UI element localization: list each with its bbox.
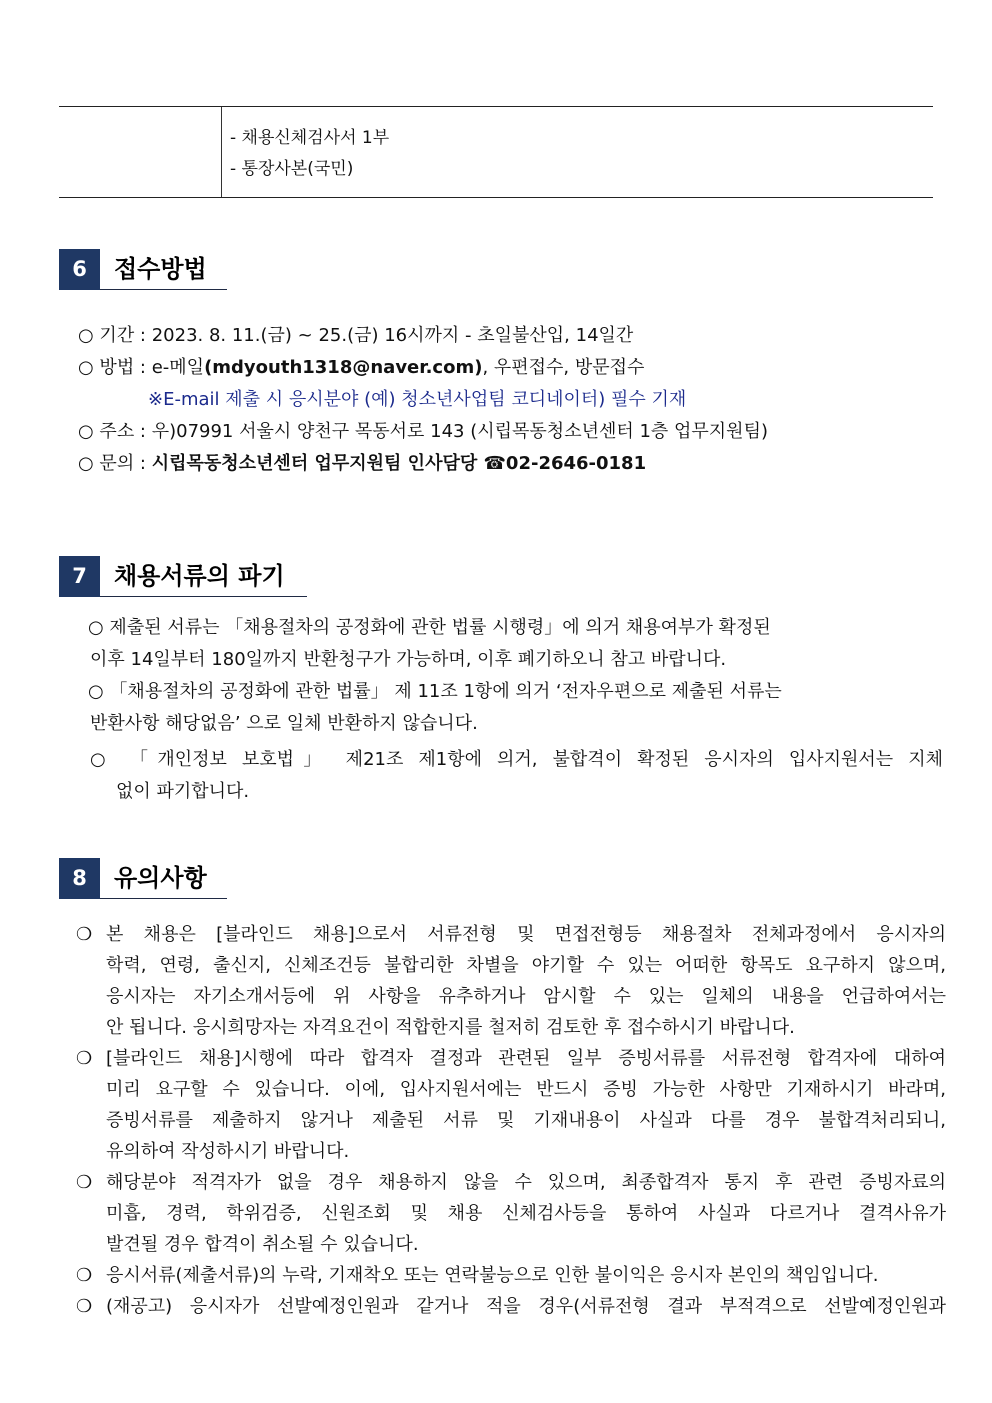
- notice-text: 본 채용은 [블라인드 채용]으로서 서류전형 및 면접전형등 채용절차 전체과정에서 응시자의: [106, 924, 946, 945]
- notice-item: [76, 1167, 946, 1198]
- table-line: - 통장사본(국민): [230, 159, 354, 179]
- disposal-p2-line1: ○ 「채용절차의 공정화에 관한 법률」 제 11조 1항에 의거 ‘전자우편으로 제출된 서류는: [88, 681, 782, 702]
- notice-text: (재공고) 응시자가 선발예정인원과 같거나 적을 경우(서류전형 결과 부적격으로 선발예정인원과: [106, 1296, 946, 1317]
- section-8-header: [59, 858, 227, 899]
- notice-text: 학력, 연령, 출신지, 신체조건등 불합리한 차별을 야기할 수 있는 어떠한 항목도 요구하지 않으며,: [106, 955, 946, 976]
- bullet-icon: ❍: [76, 1172, 93, 1193]
- address-line: ○ 주소 : 우)07991 서울시 양천구 목동서로 143 (시립목동청소년센터 1층 업무지원팀): [78, 421, 768, 442]
- notice-item: [76, 1043, 946, 1074]
- method-prefix: ○ 방법 : e-메일: [78, 357, 205, 378]
- notice-text: 응시서류(제출서류)의 누락, 기재착오 또는 연락불능으로 인한 불이익은 응시자 본인의 책임입니다.: [106, 1265, 879, 1286]
- disposal-p3-line2: 없이 파기합니다.: [116, 781, 250, 802]
- section-number: 8: [59, 858, 100, 899]
- notice-item: [76, 919, 946, 950]
- notice-list: [76, 919, 946, 1322]
- documents-table: [59, 106, 933, 198]
- section-number: 6: [59, 249, 100, 290]
- method-suffix: , 우편접수, 방문접수: [482, 357, 645, 378]
- contact-prefix: ○ 문의 :: [78, 453, 152, 474]
- bullet-icon: ❍: [76, 1265, 93, 1286]
- disposal-p2-line2: 반환사항 해당없음’ 으로 일체 반환하지 않습니다.: [90, 713, 478, 734]
- notice-text: 미흡, 경력, 학위검증, 신원조회 및 채용 신체검사등을 통하여 사실과 다르거나 결격사유가: [106, 1203, 946, 1224]
- bullet-icon: ❍: [76, 1048, 93, 1069]
- section-title: 채용서류의 파기: [114, 562, 285, 590]
- notice-text: 미리 요구할 수 있습니다. 이에, 입사지원서에는 반드시 증빙 가능한 사항만 기재하시기 바라며,: [106, 1079, 946, 1100]
- disposal-p3-line1: ○ 「개인정보 보호법」 제21조 제1항에 의거, 불합격이 확정된 응시자의 입사지원서는 지체: [90, 749, 943, 770]
- notice-text: 유의하여 작성하시기 바랍니다.: [106, 1141, 350, 1162]
- section-7-header: [59, 556, 307, 597]
- notice-item: [76, 1291, 946, 1322]
- table-line: - 채용신체검사서 1부: [230, 128, 390, 148]
- notice-text: 증빙서류를 제출하지 않거나 제출된 서류 및 기재내용이 사실과 다를 경우 불합격처리되니,: [106, 1110, 946, 1131]
- table-cell-documents: [230, 123, 389, 185]
- section-title: 유의사항: [114, 864, 207, 892]
- period-line: ○ 기간 : 2023. 8. 11.(금) ~ 25.(금) 16시까지 - 초일불산입, 14일간: [78, 325, 634, 346]
- notice-text: 발견될 경우 합격이 취소될 수 있습니다.: [106, 1234, 419, 1255]
- method-line: [78, 353, 644, 383]
- disposal-p1-line2: 이후 14일부터 180일까지 반환청구가 가능하며, 이후 폐기하오니 참고 바랍니다.: [90, 649, 727, 670]
- email-address: (mdyouth1318@naver.com): [204, 357, 483, 378]
- bullet-icon: ❍: [76, 924, 93, 945]
- bullet-icon: ❍: [76, 1296, 93, 1317]
- notice-text: 안 됩니다. 응시희망자는 자격요건이 적합한지를 철저히 검토한 후 접수하시기 바랍니다.: [106, 1017, 795, 1038]
- disposal-p1-line1: ○ 제출된 서류는 「채용절차의 공정화에 관한 법률 시행령」에 의거 채용여부가 확정된: [88, 617, 771, 638]
- section-number: 7: [59, 556, 100, 597]
- contact-line: [78, 449, 646, 479]
- contact-detail: 시립목동청소년센터 업무지원팀 인사담당 ☎02-2646-0181: [151, 453, 647, 474]
- notice-text: 해당분야 적격자가 없을 경우 채용하지 않을 수 있으며, 최종합격자 통지 후 관련 증빙자료의: [106, 1172, 946, 1193]
- section-title: 접수방법: [114, 255, 207, 283]
- notice-text: [블라인드 채용]시행에 따라 합격자 결정과 관련된 일부 증빙서류를 서류전형 합격자에 대하여: [106, 1048, 946, 1069]
- notice-item: [76, 1260, 946, 1291]
- notice-text: 응시자는 자기소개서등에 위 사항을 유추하거나 암시할 수 있는 일체의 내용을 언급하여서는: [106, 986, 946, 1007]
- table-divider: [221, 107, 222, 197]
- method-note: ※E-mail 제출 시 응시분야 (예) 청소년사업팀 코디네이터) 필수 기재: [148, 389, 687, 410]
- section-6-header: [59, 249, 227, 290]
